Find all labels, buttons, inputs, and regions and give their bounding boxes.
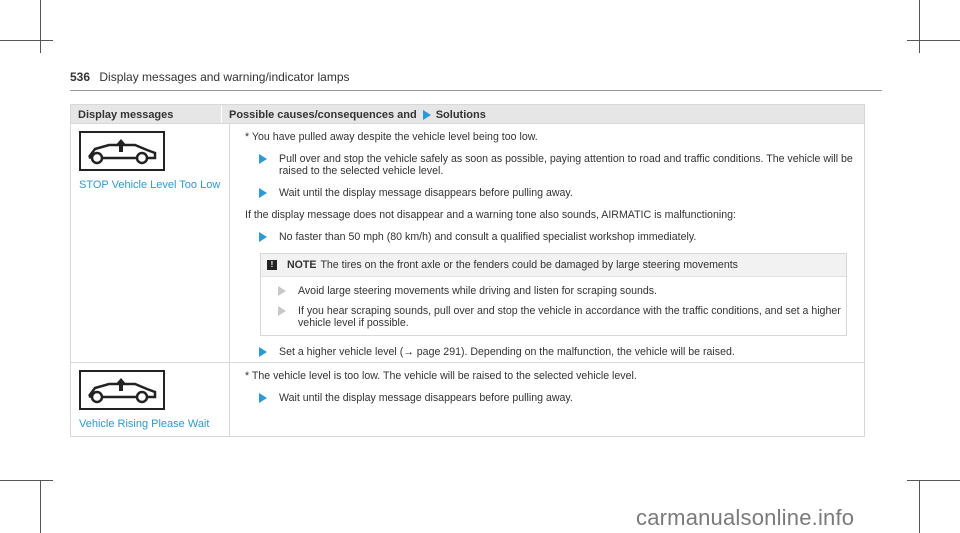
cause-text: * You have pulled away despite the vehicle level being too low. bbox=[245, 131, 538, 143]
play-arrow-icon bbox=[278, 286, 286, 296]
message-cell bbox=[71, 124, 230, 362]
solutions-cell bbox=[230, 124, 864, 362]
play-arrow-icon bbox=[259, 347, 267, 357]
solution-step: Set a higher vehicle level (→ page 291). Depending on the malfunction, the vehicle will be raised. bbox=[230, 346, 864, 358]
note-item: If you hear scraping sounds, pull over and stop the vehicle in accordance with the traffic conditions, and set a higher vehicle level if possible. bbox=[261, 305, 846, 329]
note-header bbox=[261, 254, 846, 276]
display-message: Vehicle Rising Please Wait bbox=[79, 418, 210, 430]
vehicle-level-icon bbox=[79, 131, 165, 171]
column-header-solutions bbox=[221, 105, 864, 123]
page-header bbox=[70, 70, 350, 84]
table-row bbox=[71, 123, 864, 362]
solution-step: Wait until the display message disappears before pulling away. bbox=[230, 187, 864, 199]
solution-step: Pull over and stop the vehicle safely as soon as possible, paying attention to road and traffic conditions. The vehicle will be raised to the selected vehicle level. bbox=[230, 153, 864, 177]
solution-step: No faster than 50 mph (80 km/h) and consult a qualified specialist workshop immediately. bbox=[230, 231, 864, 243]
solutions-cell bbox=[230, 363, 864, 436]
play-arrow-icon bbox=[259, 232, 267, 242]
vehicle-level-icon bbox=[79, 370, 165, 410]
solution-step: Wait until the display message disappears before pulling away. bbox=[230, 392, 864, 404]
condition-text: If the display message does not disappear and a warning tone also sounds, AIRMATIC is malfunctioning: bbox=[245, 209, 736, 221]
crop-mark bbox=[0, 480, 53, 481]
play-arrow-icon bbox=[259, 154, 267, 164]
message-cell bbox=[71, 363, 230, 436]
crop-mark bbox=[0, 40, 53, 41]
crop-mark bbox=[919, 0, 920, 53]
column-header-messages: Display messages bbox=[78, 109, 174, 121]
warning-icon: ! bbox=[267, 260, 277, 270]
note-title: NOTE bbox=[287, 259, 317, 271]
crop-mark bbox=[919, 480, 920, 533]
note-body bbox=[261, 276, 846, 335]
crop-mark bbox=[907, 40, 960, 41]
cause-text: * The vehicle level is too low. The vehicle will be raised to the selected vehicle level. bbox=[245, 370, 637, 382]
note-box bbox=[260, 253, 847, 336]
play-arrow-icon bbox=[423, 110, 431, 120]
crop-mark bbox=[40, 480, 41, 533]
crop-mark bbox=[907, 480, 960, 481]
display-message: STOP Vehicle Level Too Low bbox=[79, 179, 221, 191]
table-header bbox=[71, 105, 864, 123]
note-item: Avoid large steering movements while driving and listen for scraping sounds. bbox=[261, 285, 846, 297]
play-arrow-icon bbox=[259, 188, 267, 198]
crop-mark bbox=[40, 0, 41, 53]
page-number: 536 bbox=[70, 70, 91, 84]
page-title: Display messages and warning/indicator lamps bbox=[99, 70, 350, 84]
messages-table bbox=[70, 104, 865, 437]
play-arrow-icon bbox=[259, 393, 267, 403]
note-text: The tires on the front axle or the fenders could be damaged by large steering movements bbox=[320, 259, 738, 271]
header-divider bbox=[70, 90, 882, 91]
table-row bbox=[71, 362, 864, 436]
play-arrow-icon bbox=[278, 306, 286, 316]
column-header-causes: Possible causes/consequences and bbox=[229, 109, 417, 121]
column-header-solutions-label: Solutions bbox=[435, 109, 486, 121]
watermark: carmanualsonline.info bbox=[636, 505, 855, 530]
